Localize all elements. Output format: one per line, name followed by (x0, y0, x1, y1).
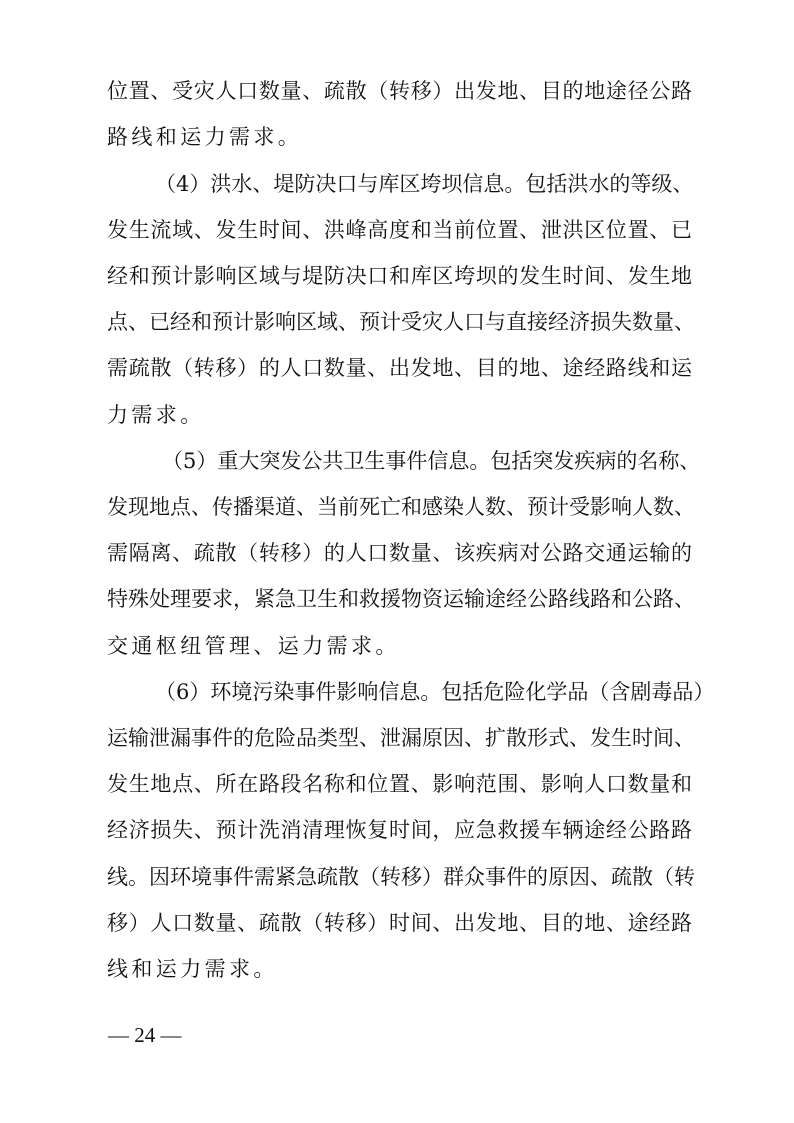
paragraph-line: 经济损失、预计洗消清理恢复时间，应急救援车辆途经公路路 (107, 818, 692, 842)
paragraph-line: 需隔离、疏散（转移）的人口数量、该疾病对公路交通运输的 (107, 541, 692, 565)
paragraph-line: 需疏散（转移）的人口数量、出发地、目的地、途经路线和运 (107, 356, 692, 380)
paragraph-line: 位置、受灾人口数量、疏散（转移）出发地、目的地途径公路 (107, 79, 692, 103)
paragraph-line: 点、已经和预计影响区域、预计受灾人口与直接经济损失数量、 (107, 310, 695, 334)
paragraph-line: 发生地点、所在路段名称和位置、影响范围、影响人口数量和 (107, 772, 692, 796)
paragraph-line: 交通枢纽管理、运力需求。 (107, 634, 400, 658)
paragraph-line: 线和运力需求。 (107, 957, 278, 981)
paragraph-line: 力需求。 (107, 403, 205, 427)
paragraph-line: （5）重大突发公共卫生事件信息。包括突发疾病的名称、 (162, 449, 701, 473)
paragraph-line: 路线和运力需求。 (107, 125, 303, 149)
paragraph-line: 运输泄漏事件的危险品类型、泄漏原因、扩散形式、发生时间、 (107, 726, 695, 750)
paragraph-line: （4）洪水、堤防决口与库区垮坝信息。包括洪水的等级、 (155, 172, 694, 196)
paragraph-line: 线。因环境事件需紧急疏散（转移）群众事件的原因、疏散（转 (107, 865, 695, 889)
paragraph-line: 移）人口数量、疏散（转移）时间、出发地、目的地、途经路 (107, 911, 692, 935)
page-number: — 24 — (108, 1023, 182, 1047)
paragraph-line: 经和预计影响区域与堤防决口和库区垮坝的发生时间、发生地 (107, 264, 692, 288)
paragraph-line: 特殊处理要求，紧急卫生和救援物资运输途经公路线路和公路、 (107, 587, 695, 611)
paragraph-line: 发现地点、传播渠道、当前死亡和感染人数、预计受影响人数、 (107, 495, 695, 519)
paragraph-line: （6）环境污染事件影响信息。包括危险化学品（含剧毒品） (155, 680, 715, 704)
paragraph-line: 发生流域、发生时间、洪峰高度和当前位置、泄洪区位置、已 (107, 218, 692, 242)
